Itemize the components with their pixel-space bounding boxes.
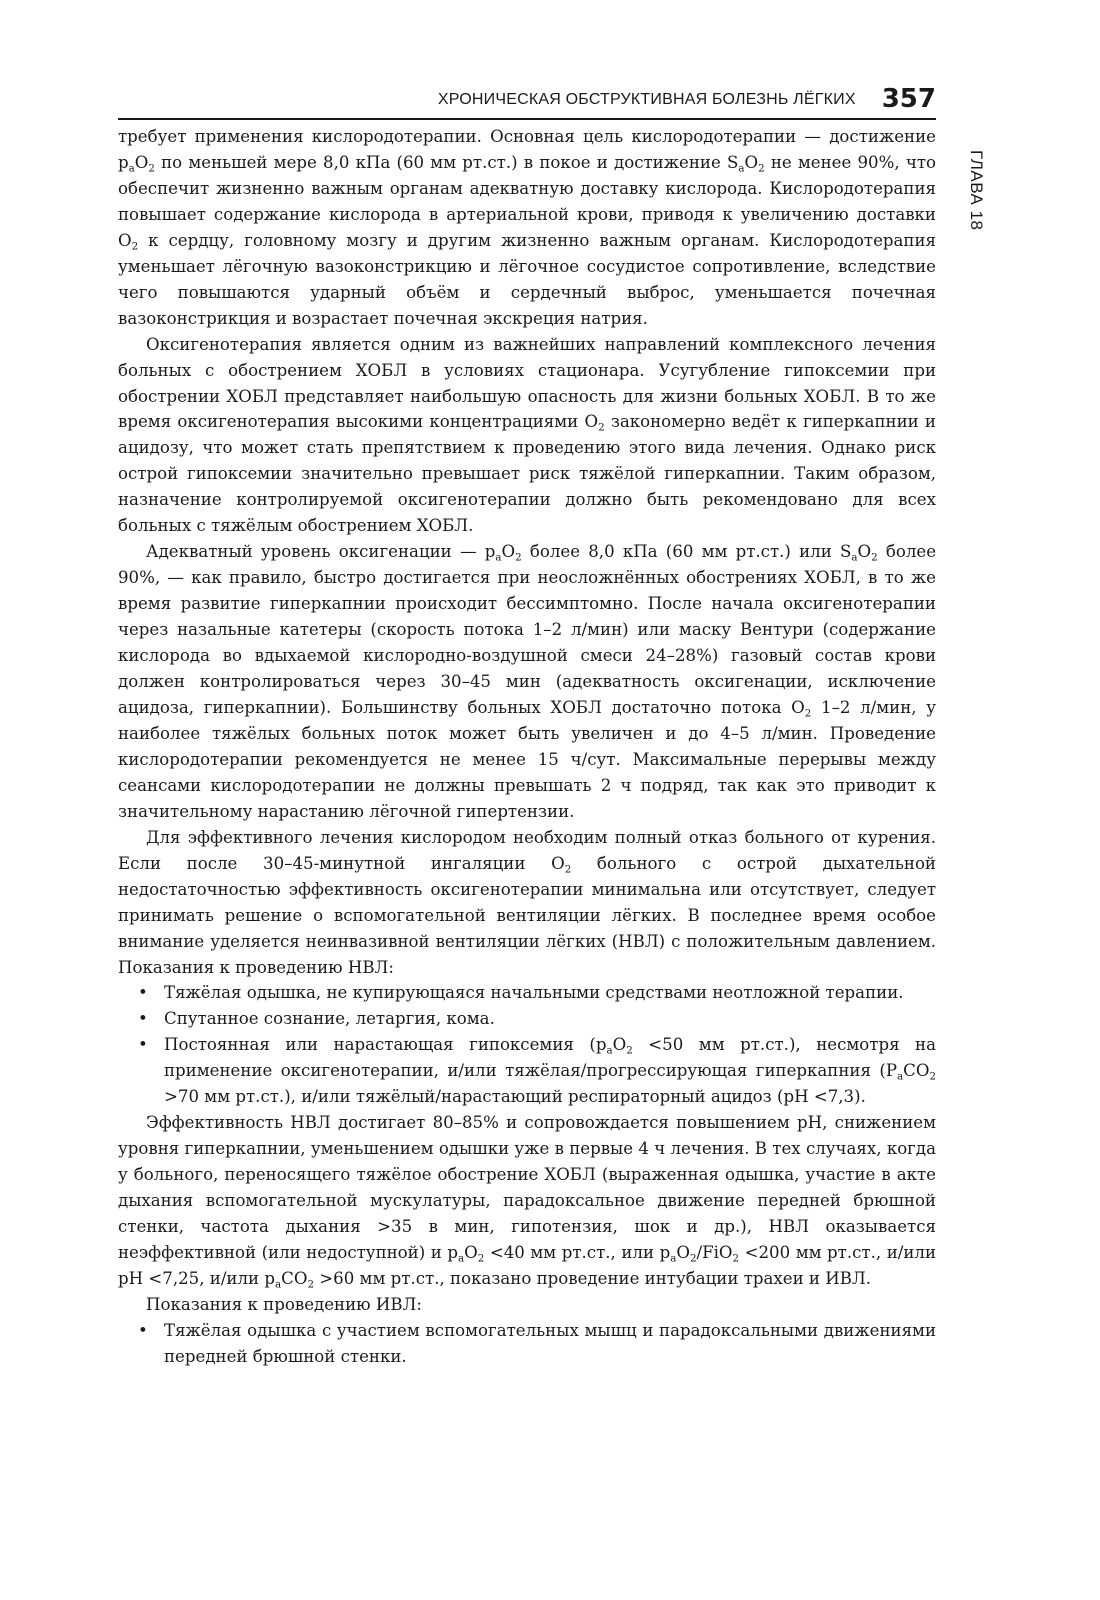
- bullet-list: [118, 980, 936, 1110]
- paragraph: требует применения кислородотерапии. Основная цель кислородотерапии — достижение $p_aO_2$ по меньшей мере 8,0 кПа (60 мм рт.ст.) в покое и достижение $S_aO_2$ не менее 90%, что обеспечит жизненно важным органам адекватную доставку кислорода. Кислородотерапия повышает содержание кислорода в артериальной крови, приводя к увеличению доставки $O_2$ к сердцу, головному мозгу и другим жизненно важным органам. Кислородотерапия уменьшает лёгочную вазоконстрикцию и лёгочное сосудистое сопротивление, вследствие чего повышаются ударный объём и сердечный выброс, уменьшается почечная вазоконстрикция и возрастает почечная экскреция натрия.: [118, 127, 936, 328]
- bullet-list: [118, 1318, 936, 1370]
- paragraph: Для эффективного лечения кислородом необходим полный отказ больного от курения. Если после 30–45-минутной ингаляции $O_2$ больного с острой дыхательной недостаточностью эффективность оксигенотерапии минимальна или отсутствует, следует принимать решение о вспомогательной вентиляции лёгких. В последнее время особое внимание уделяется неинвазивной вентиляции лёгких (НВЛ) с положительным давлением. Показания к проведению НВЛ:: [118, 827, 936, 977]
- running-header: [118, 80, 936, 120]
- chapter-tab: ГЛАВА 18: [967, 150, 986, 231]
- running-title: ХРОНИЧЕСКАЯ ОБСТРУКТИВНАЯ БОЛЕЗНЬ ЛЁГКИХ: [437, 91, 856, 108]
- list-item: • Тяжёлая одышка, не купирующаяся начальными средствами неотложной терапии.: [164, 980, 936, 1006]
- body-text: [118, 124, 936, 1370]
- list-item: • Спутанное сознание, летаргия, кома.: [164, 1006, 936, 1032]
- page-number: 357: [881, 84, 936, 114]
- list-item: • Постоянная или нарастающая гипоксемия ($p_aO_2 <50$ мм рт.ст.), несмотря на применение оксигенотерапии, и/или тяжёлая/прогрессирующая гиперкапния ($P_aCO_2 >70$ мм рт.ст.), и/или тяжёлый/нарастающий респираторный ацидоз (pH <7,3).: [164, 1032, 936, 1110]
- list-item: • Тяжёлая одышка с участием вспомогательных мышц и парадоксальными движениями передней брюшной стенки.: [164, 1318, 936, 1370]
- paragraph: Оксигенотерапия является одним из важнейших направлений комплексного лечения больных с обострением ХОБЛ в условиях стационара. Усугубление гипоксемии при обострении ХОБЛ представляет наибольшую опасность для жизни больных ХОБЛ. В то же время оксигенотерапия высокими концентрациями $O_2$ закономерно ведёт к гиперкапнии и ацидозу, что может стать препятствием к проведению этого вида лечения. Однако риск острой гипоксемии значительно превышает риск тяжёлой гиперкапнии. Таким образом, назначение контролируемой оксигенотерапии должно быть рекомендовано для всех больных с тяжёлым обострением ХОБЛ.: [118, 334, 936, 536]
- paragraph: Эффективность НВЛ достигает 80–85% и сопровождается повышением pH, снижением уровня гиперкапнии, уменьшением одышки уже в первые 4 ч лечения. В тех случаях, когда у больного, переносящего тяжёлое обострение ХОБЛ (выраженная одышка, участие в акте дыхания вспомогательной мускулатуры, парадоксальное движение передней брюшной стенки, частота дыхания >35 в мин, гипотензия, шок и др.), НВЛ оказывается неэффективной (или недоступной) и $p_aO_2 <40$ мм рт.ст., или $p_aO_2/FiO_2 <200$ мм рт.ст., и/или pH <7,25, и/или $p_aCO_2 >60$ мм рт.ст., показано проведение интубации трахеи и ИВЛ.: [118, 1113, 937, 1291]
- paragraph: Показания к проведению ИВЛ:: [146, 1294, 422, 1314]
- paragraph: Адекватный уровень оксигенации — $p_aO_2$ более 8,0 кПа (60 мм рт.ст.) или $S_aO_2$ более 90%, — как правило, быстро достигается при неосложнённых обострениях ХОБЛ, в то же время развитие гиперкапнии происходит бессимптомно. После начала оксигенотерапии через назальные катетеры (скорость потока 1–2 л/мин) или маску Вентури (содержание кислорода во вдыхаемой кислородно-воздушной смеси 24–28%) газовый состав крови должен контролироваться через 30–45 мин (адекватность оксигенации, исключение ацидоза, гиперкапнии). Большинству больных ХОБЛ достаточно потока $O_2$ 1–2 л/мин, у наиболее тяжёлых больных поток может быть увеличен и до 4–5 л/мин. Проведение кислородотерапии рекомендуется не менее 15 ч/сут. Максимальные перерывы между сеансами кислородотерапии не должны превышать 2 ч подряд, так как это приводит к значительному нарастанию лёгочной гипертензии.: [118, 542, 937, 821]
